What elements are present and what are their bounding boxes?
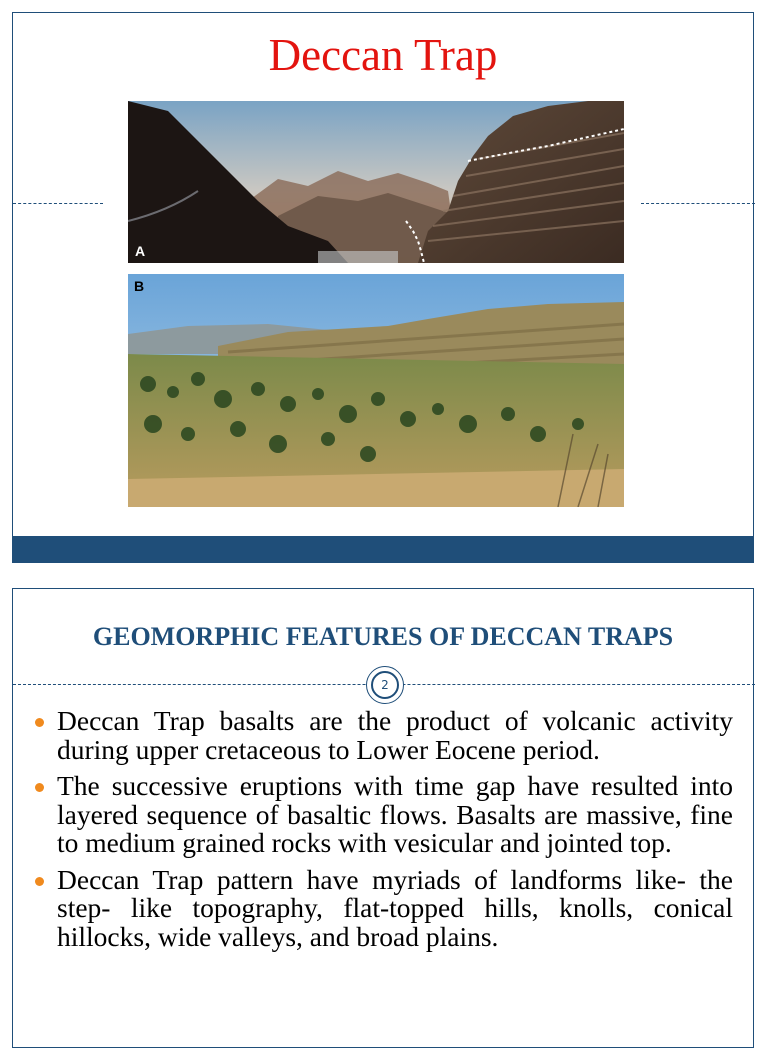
slide-title: Deccan Trap <box>268 30 498 80</box>
bullet-text: Deccan Trap pattern have myriads of landforms like- the step- like topography, flat-topped hills, knolls, conical hillocks, wide valleys, and broad plains. <box>57 863 733 952</box>
bullet-dot-icon <box>35 718 44 727</box>
slide-2 <box>12 588 754 1048</box>
page-number-badge <box>366 666 404 704</box>
photo-a-valley-view <box>128 101 624 263</box>
bullet-item <box>31 772 733 858</box>
bullet-dot-icon <box>35 783 44 792</box>
divider-left <box>13 203 103 204</box>
divider-right <box>641 203 755 204</box>
page-number: 2 <box>371 671 399 699</box>
photo-b-plateau-view <box>128 274 624 507</box>
bullet-item <box>31 863 733 952</box>
slide-1 <box>12 12 754 563</box>
bullet-text: The successive eruptions with time gap have resulted into layered sequence of basaltic flows. Basalts are massive, fine to medium grained rocks with vesicular and jointed top. <box>57 770 733 858</box>
footer-band <box>12 536 754 563</box>
bullet-dot-icon <box>35 877 44 886</box>
bullet-list <box>31 707 733 959</box>
slide-title: GEOMORPHIC FEATURES OF DECCAN TRAPS <box>92 622 674 651</box>
photo-b-label: B <box>134 278 145 294</box>
bullet-text: Deccan Trap basalts are the product of volcanic activity during upper cretaceous to Lower Eocene period. <box>57 705 733 765</box>
photo-a-label: A <box>135 243 146 259</box>
bullet-item <box>31 707 733 764</box>
